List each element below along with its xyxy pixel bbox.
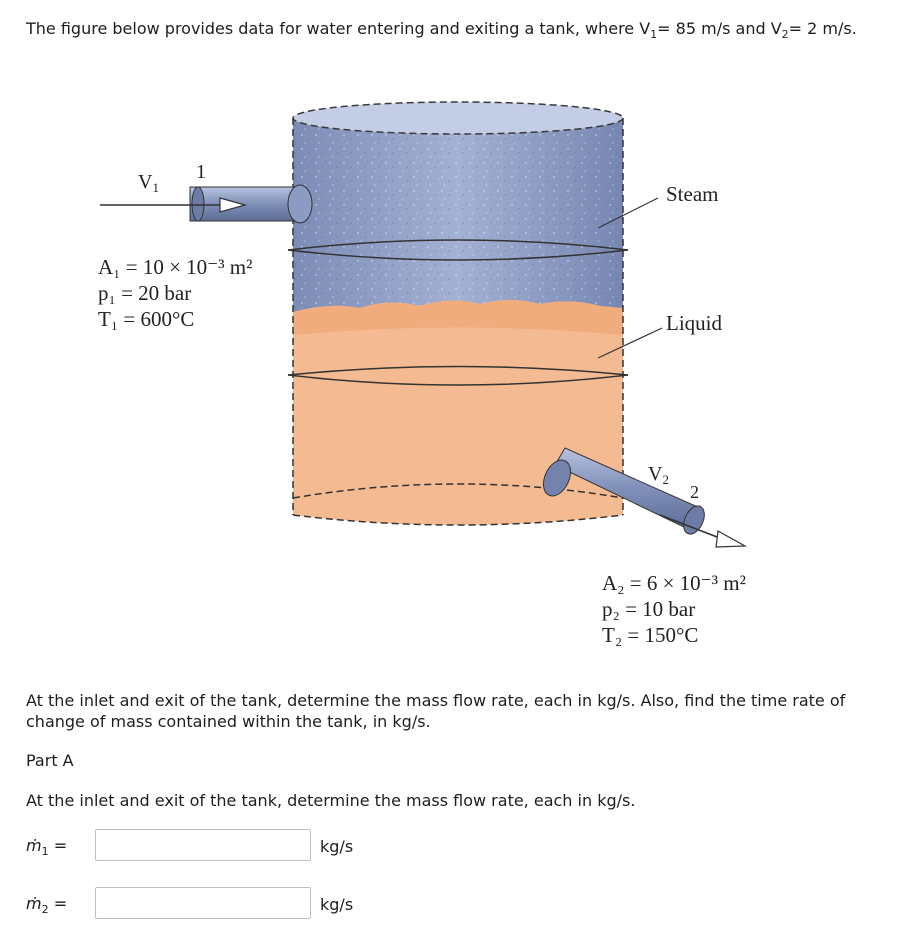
- inlet-pipe-flange: [288, 185, 312, 223]
- inlet-velocity-label: [138, 171, 159, 195]
- inlet-area-line: A₁ = 10 × 10⁻³ m²: [98, 255, 253, 279]
- exit-velocity-symbol: V: [648, 463, 663, 485]
- intro-text-1: The figure below provides data for water entering and exiting a tank, where V: [26, 19, 651, 38]
- mdot-2-sub: 2: [41, 903, 49, 917]
- exit-velocity-label: [648, 463, 669, 487]
- exit-area-line: A₂ = 6 × 10⁻³ m²: [602, 571, 746, 595]
- mdot-2-equals: =: [53, 894, 68, 913]
- exit-pressure-line: p₂ = 10 bar: [602, 597, 696, 621]
- steam-speckle: [293, 104, 623, 315]
- mdot-1-sub: 1: [41, 845, 49, 859]
- exit-velocity-sub: 2: [662, 472, 669, 487]
- mdot-1-equals: =: [53, 836, 68, 855]
- liquid-label: Liquid: [666, 311, 722, 335]
- mdot-2-unit: kg/s: [320, 895, 354, 914]
- answer-row-2: [26, 887, 446, 923]
- answer-label-1: [26, 836, 67, 858]
- inlet-temperature-line: T₁ = 600°C: [98, 307, 195, 331]
- intro-v2-sub: 2: [781, 28, 789, 42]
- inlet-pipe: [190, 187, 298, 221]
- problem-intro: [26, 18, 896, 45]
- intro-text-2: = 85 m/s and V: [657, 19, 782, 38]
- problem-question: At the inlet and exit of the tank, determine the mass flow rate, each in kg/s. Also, find the time rate of change of mass contained within the tank, in kg/s.: [26, 691, 846, 731]
- steam-label: Steam: [666, 182, 719, 206]
- tank-figure: [90, 90, 790, 660]
- mdot-2-input[interactable]: [95, 887, 311, 919]
- intro-v1-sub: 1: [650, 28, 658, 42]
- mdot-1-unit: kg/s: [320, 837, 354, 856]
- exit-temperature-line: T₂ = 150°C: [602, 623, 699, 647]
- part-question: At the inlet and exit of the tank, determine the mass flow rate, each in kg/s.: [26, 791, 636, 810]
- part-label: Part A: [26, 751, 74, 770]
- inlet-station-label: 1: [196, 161, 206, 183]
- answer-row-1: [26, 829, 446, 865]
- inlet-pressure-line: p₁ = 20 bar: [98, 281, 192, 305]
- inlet-velocity-sub: 1: [152, 180, 159, 195]
- intro-text-3: = 2 m/s.: [788, 19, 857, 38]
- inlet-pipe-end: [192, 187, 204, 221]
- exit-flow-arrow: [716, 531, 745, 547]
- inlet-velocity-symbol: V: [138, 171, 153, 193]
- mdot-2-symbol: ṁ: [26, 894, 42, 913]
- mdot-1-symbol: ṁ: [26, 836, 42, 855]
- exit-station-label: 2: [690, 482, 699, 502]
- mdot-1-input[interactable]: [95, 829, 311, 861]
- answer-label-2: [26, 894, 67, 916]
- tank-top: [293, 102, 623, 134]
